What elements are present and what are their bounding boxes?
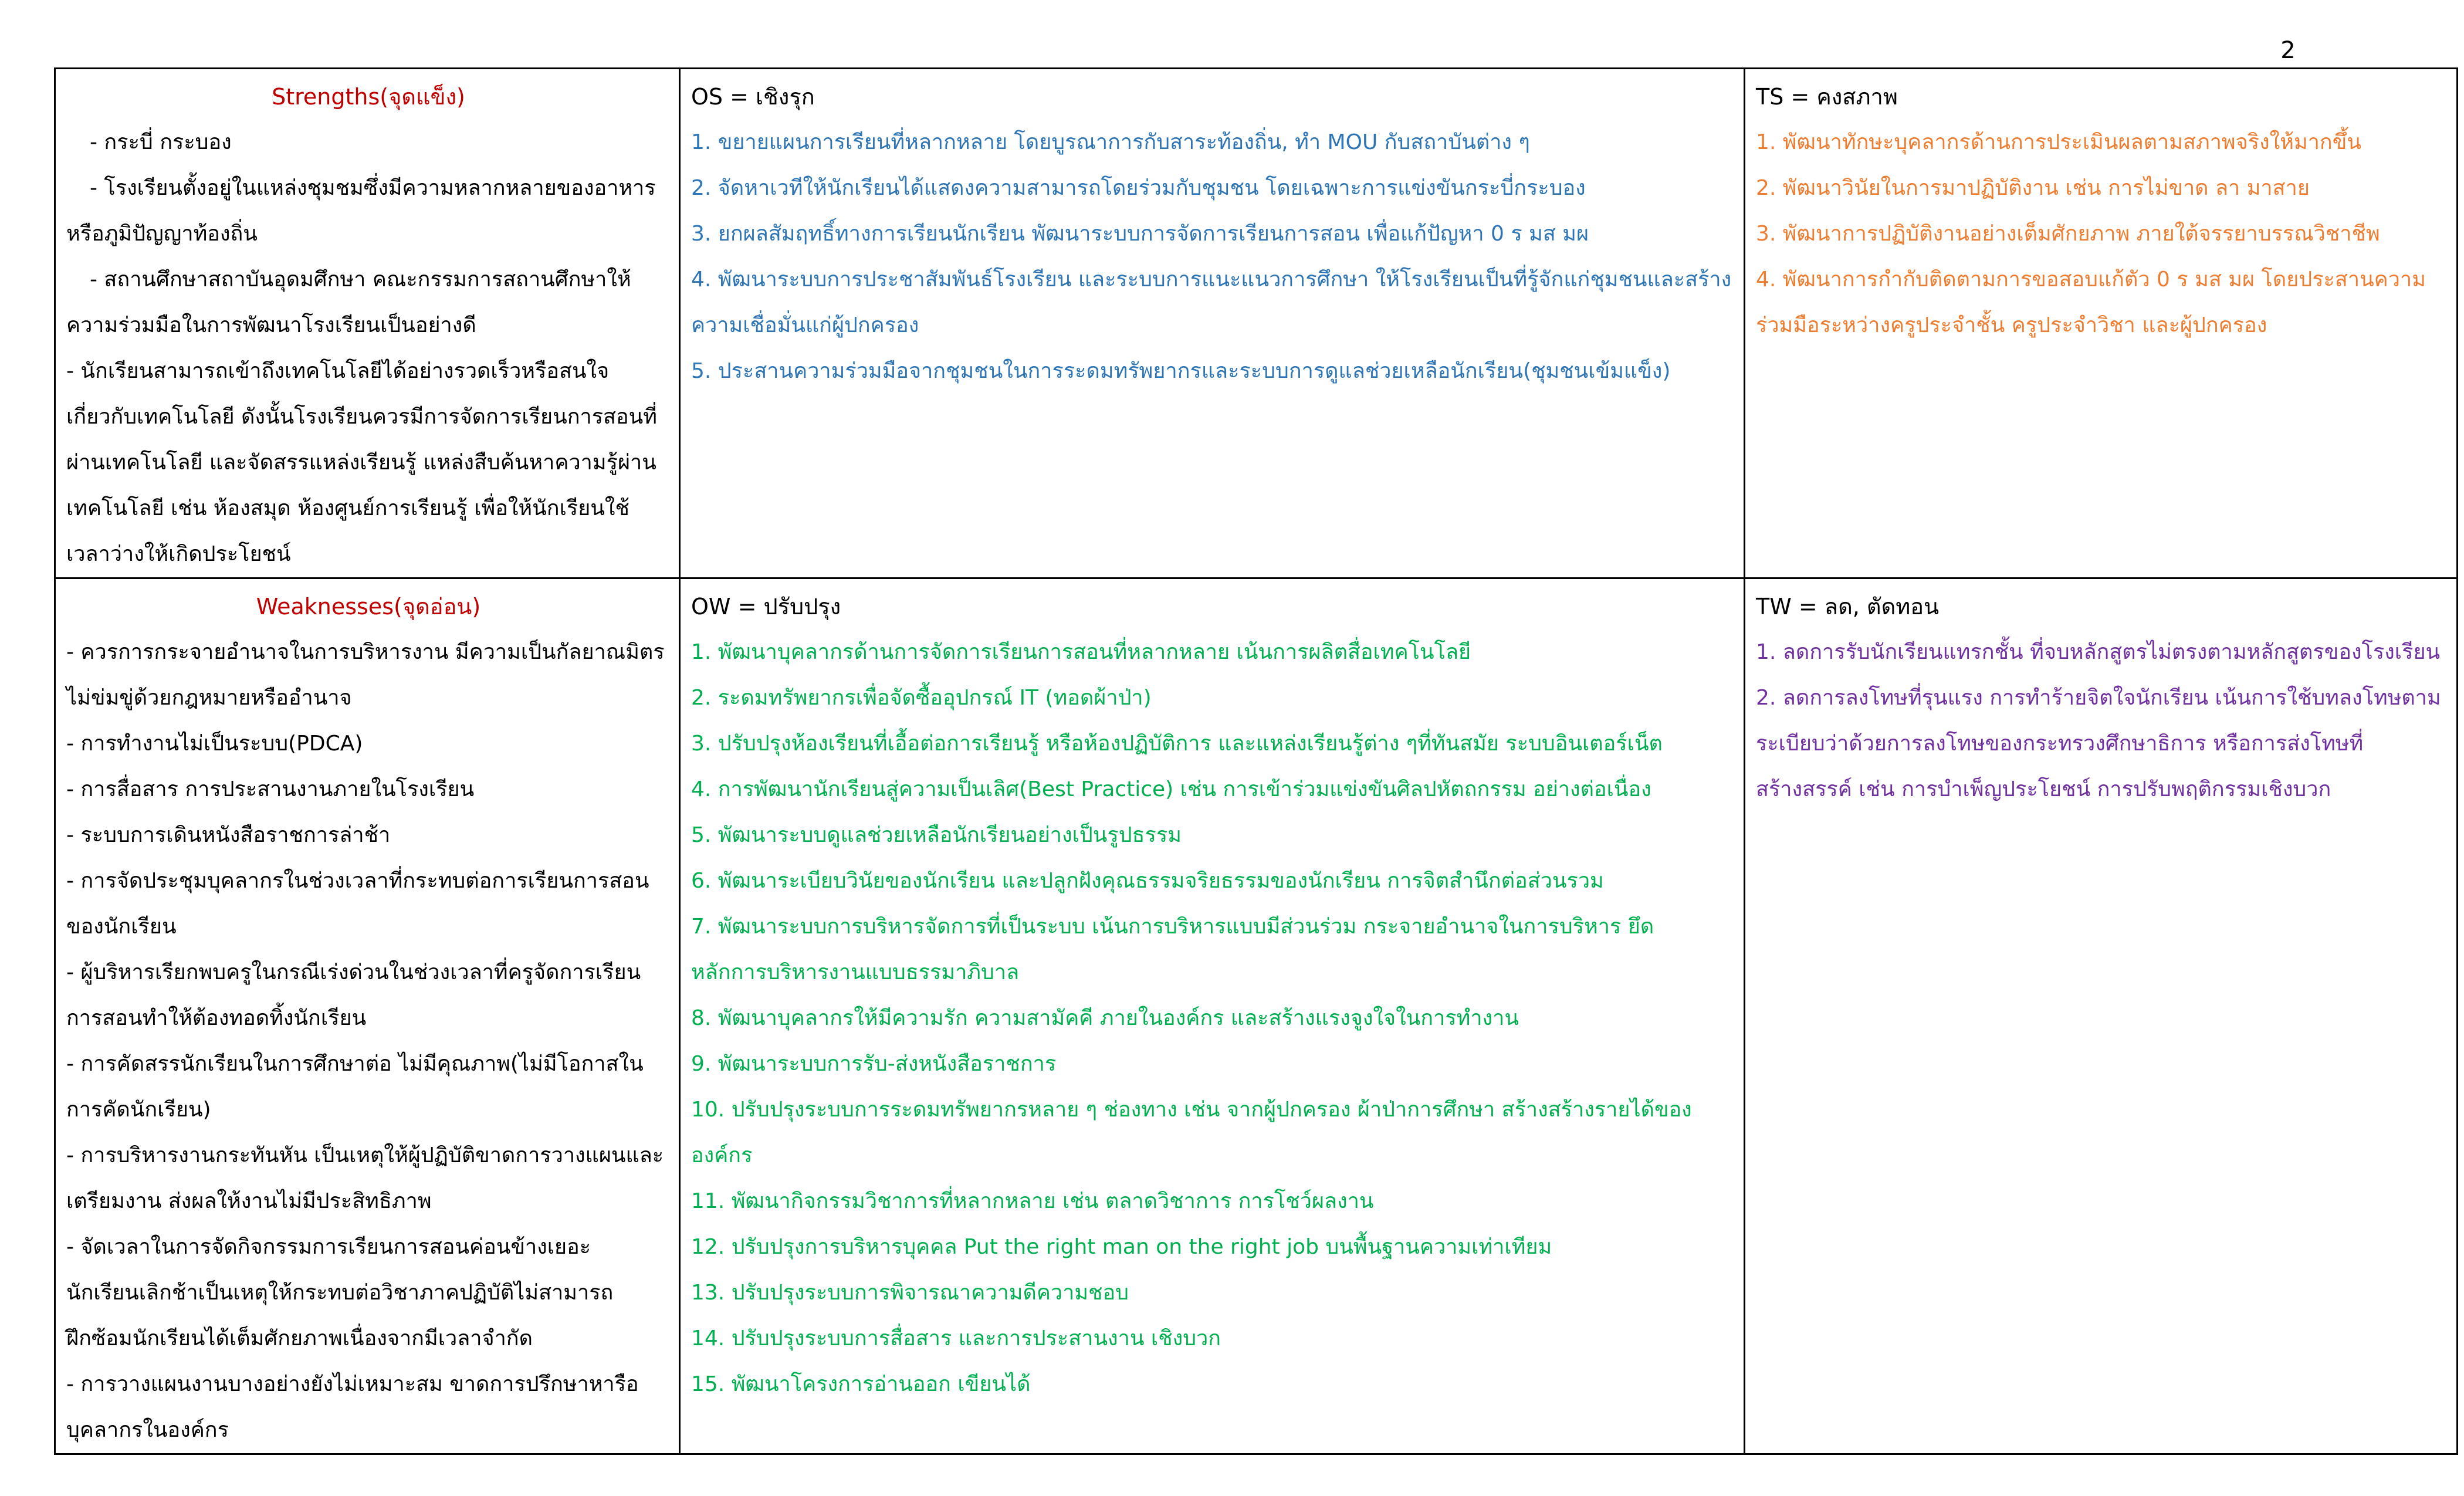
tw-item: 2. ลดการลงโทษที่รุนแรง การทำร้ายจิตใจนักเรียน เน้นการใช้บทลงโทษตาม — [1756, 686, 2441, 710]
weaknesses-line: - การทำงานไม่เป็นระบบ(PDCA) — [66, 732, 363, 756]
os-item: 5. ประสานความร่วมมือจากชุมชนในการระดมทรัพยากรและระบบการดูแลช่วยเหลือนักเรียน(ชุมชนเข้มแข็ง) — [691, 359, 1671, 383]
weaknesses-line: - การสื่อสาร การประสานงานภายในโรงเรียน — [66, 777, 475, 801]
tw-item: ระเบียบว่าด้วยการลงโทษของกระทรวงศึกษาธิการ หรือการส่งโทษที่ — [1756, 732, 2364, 756]
weaknesses-heading: Weaknesses(จุดอ่อน) — [256, 594, 481, 620]
ow-heading: OW = ปรับปรุง — [691, 594, 841, 620]
weaknesses-line: เตรียมงาน ส่งผลให้งานไม่มีประสิทธิภาพ — [66, 1189, 432, 1213]
ow-cell — [680, 578, 1745, 1454]
weaknesses-line: ไม่ข่มขู่ด้วยกฎหมายหรืออำนาจ — [66, 686, 352, 710]
ow-item: หลักการบริหารงานแบบธรรมาภิบาล — [691, 960, 1020, 984]
weaknesses-line: การคัดนักเรียน) — [66, 1098, 211, 1122]
ow-item: 10. ปรับปรุงระบบการระดมทรัพยากรหลาย ๆ ช่องทาง เช่น จากผู้ปกครอง ผ้าป่าการศึกษา สร้างสร้างรายได้ของ — [691, 1098, 1692, 1122]
ow-item: องค์กร — [691, 1143, 753, 1167]
table-row-weaknesses — [55, 578, 2458, 1454]
ts-heading: TS = คงสภาพ — [1756, 84, 1898, 110]
page-number: 2 — [2280, 37, 2296, 64]
strengths-line: เวลาว่างให้เกิดประโยชน์ — [66, 542, 291, 566]
tw-item: สร้างสรรค์ เช่น การบำเพ็ญประโยชน์ การปรับพฤติกรรมเชิงบวก — [1756, 777, 2331, 801]
ow-item: 1. พัฒนาบุคลากรด้านการจัดการเรียนการสอนที่หลากหลาย เน้นการผลิตสื่อเทคโนโลยี — [691, 640, 1471, 664]
ow-item: 3. ปรับปรุงห้องเรียนที่เอื้อต่อการเรียนรู้ หรือห้องปฏิบัติการ และแหล่งเรียนรู้ต่าง ๆที่ทันสมัย ระบบอินเตอร์เน็ต — [691, 732, 1663, 756]
weaknesses-line: - การบริหารงานกระทันหัน เป็นเหตุให้ผู้ปฏิบัติขาดการวางแผนและ — [66, 1143, 664, 1167]
os-heading: OS = เชิงรุก — [691, 84, 815, 110]
table-row-strengths — [55, 69, 2458, 578]
strengths-line: - โรงเรียนตั้งอยู่ในแหล่งชุมชมซึ่งมีความหลากหลายของอาหาร — [90, 176, 656, 200]
weaknesses-line: - การคัดสรรนักเรียนในการศึกษาต่อ ไม่มีคุณภาพ(ไม่มีโอกาสใน — [66, 1052, 644, 1076]
tw-heading: TW = ลด, ตัดทอน — [1756, 594, 1940, 620]
weaknesses-line: - การวางแผนงานบางอย่างยังไม่เหมาะสม ขาดการปรึกษาหารือ — [66, 1372, 639, 1396]
os-item: 2. จัดหาเวทีให้นักเรียนได้แสดงความสามารถโดยร่วมกับชุมชน โดยเฉพาะการแข่งขันกระบี่กระบอง — [691, 176, 1586, 200]
ow-item: 6. พัฒนาระเบียบวินัยของนักเรียน และปลูกฝังคุณธรรมจริยธรรมของนักเรียน การจิตสำนึกต่อส่วนรวม — [691, 869, 1604, 893]
ts-cell — [1745, 69, 2458, 578]
ow-item: 5. พัฒนาระบบดูแลช่วยเหลือนักเรียนอย่างเป็นรูปธรรม — [691, 823, 1182, 847]
swot-matrix-table — [54, 67, 2458, 1455]
strengths-cell — [55, 69, 680, 578]
os-item: 3. ยกผลสัมฤทธิ์ทางการเรียนนักเรียน พัฒนาระบบการจัดการเรียนการสอน เพื่อแก้ปัญหา 0 ร มส มผ — [691, 222, 1589, 246]
os-item: ความเชื่อมั่นแก่ผู้ปกครอง — [691, 313, 919, 337]
os-item: 1. ขยายแผนการเรียนที่หลากหลาย โดยบูรณาการกับสาระท้องถิ่น, ทำ MOU กับสถาบันต่าง ๆ — [691, 130, 1530, 154]
strengths-line: หรือภูมิปัญญาท้องถิ่น — [66, 222, 258, 246]
ts-item: 3. พัฒนาการปฏิบัติงานอย่างเต็มศักยภาพ ภายใต้จรรยาบรรณวิชาชีพ — [1756, 222, 2380, 246]
ow-item: 14. ปรับปรุงระบบการสื่อสาร และการประสานงาน เชิงบวก — [691, 1326, 1221, 1351]
ts-item: 4. พัฒนาการกำกับติดตามการขอสอบแก้ตัว 0 ร มส มผ โดยประสานความ — [1756, 268, 2426, 292]
strengths-line: ผ่านเทคโนโลยี และจัดสรรแหล่งเรียนรู้ แหล่งสืบค้นหาความรู้ผ่าน — [66, 451, 656, 475]
weaknesses-line: ฝึกซ้อมนักเรียนได้เต็มศักยภาพเนื่องจากมีเวลาจำกัด — [66, 1326, 533, 1351]
ow-item: 15. พัฒนาโครงการอ่านออก เขียนได้ — [691, 1372, 1031, 1396]
ts-item: 1. พัฒนาทักษะบุคลากรด้านการประเมินผลตามสภาพจริงให้มากขึ้น — [1756, 130, 2361, 154]
tw-cell — [1745, 578, 2458, 1454]
weaknesses-line: นักเรียนเลิกช้าเป็นเหตุให้กระทบต่อวิชาภาคปฏิบัติไม่สามารถ — [66, 1281, 614, 1305]
ts-item: 2. พัฒนาวินัยในการมาปฏิบัติงาน เช่น การไม่ขาด ลา มาสาย — [1756, 176, 2310, 200]
ow-item: 4. การพัฒนานักเรียนสู่ความเป็นเลิศ(Best Practice) เช่น การเข้าร่วมแข่งขันศิลปหัตถกรรม อย่างต่อเนื่อง — [691, 777, 1651, 801]
strengths-line: ความร่วมมือในการพัฒนาโรงเรียนเป็นอย่างดี — [66, 313, 476, 337]
ow-item: 2. ระดมทรัพยากรเพื่อจัดซื้ออุปกรณ์ IT (ทอดผ้าป่า) — [691, 686, 1152, 710]
ow-item: 8. พัฒนาบุคลากรให้มีความรัก ความสามัคคี ภายในองค์กร และสร้างแรงจูงใจในการทำงาน — [691, 1006, 1519, 1030]
ow-item: 7. พัฒนาระบบการบริหารจัดการที่เป็นระบบ เน้นการบริหารแบบมีส่วนร่วม กระจายอำนาจในการบริหาร ยึด — [691, 915, 1654, 939]
strengths-line: เทคโนโลยี เช่น ห้องสมุด ห้องศูนย์การเรียนรู้ เพื่อให้นักเรียนใช้ — [66, 496, 629, 520]
ow-item: 12. ปรับปรุงการบริหารบุคคล Put the right man on the right job บนพื้นฐานความเท่าเทียม — [691, 1235, 1552, 1259]
weaknesses-line: การสอนทำให้ต้องทอดทิ้งนักเรียน — [66, 1006, 367, 1030]
weaknesses-cell — [55, 578, 680, 1454]
strengths-heading: Strengths(จุดแข็ง) — [272, 84, 465, 110]
ts-item: ร่วมมือระหว่างครูประจำชั้น ครูประจำวิชา และผู้ปกครอง — [1756, 313, 2267, 337]
tw-item: 1. ลดการรับนักเรียนแทรกชั้น ที่จบหลักสูตรไม่ตรงตามหลักสูตรของโรงเรียน — [1756, 640, 2441, 664]
strengths-line: เกี่ยวกับเทคโนโลยี ดังนั้นโรงเรียนควรมีการจัดการเรียนการสอนที่ — [66, 405, 657, 429]
weaknesses-line: - ระบบการเดินหนังสือราชการล่าช้า — [66, 823, 391, 847]
ow-item: 9. พัฒนาระบบการรับ-ส่งหนังสือราชการ — [691, 1052, 1057, 1076]
weaknesses-line: - ผู้บริหารเรียกพบครูในกรณีเร่งด่วนในช่วงเวลาที่ครูจัดการเรียน — [66, 960, 641, 984]
weaknesses-line: ของนักเรียน — [66, 915, 177, 939]
strengths-line: - กระบี่ กระบอง — [90, 130, 232, 154]
ow-item: 11. พัฒนากิจกรรมวิชาการที่หลากหลาย เช่น ตลาดวิชาการ การโชว์ผลงาน — [691, 1189, 1374, 1213]
weaknesses-line: - จัดเวลาในการจัดกิจกรรมการเรียนการสอนค่อนข้างเยอะ — [66, 1235, 591, 1259]
weaknesses-line: - การจัดประชุมบุคลากรในช่วงเวลาที่กระทบต่อการเรียนการสอน — [66, 869, 649, 893]
strengths-line: - สถานศึกษาสถาบันอุดมศึกษา คณะกรรมการสถานศึกษาให้ — [90, 268, 631, 292]
os-item: 4. พัฒนาระบบการประชาสัมพันธ์โรงเรียน และระบบการแนะแนวการศึกษา ให้โรงเรียนเป็นที่รู้จักแก่ชุมชนและสร้าง — [691, 268, 1732, 292]
strengths-line: - นักเรียนสามารถเข้าถึงเทคโนโลยีได้อย่างรวดเร็วหรือสนใจ — [66, 359, 610, 383]
ow-item: 13. ปรับปรุงระบบการพิจารณาความดีความชอบ — [691, 1281, 1129, 1305]
weaknesses-line: - ควรการกระจายอำนาจในการบริหารงาน มีความเป็นกัลยาณมิตร — [66, 640, 665, 664]
weaknesses-line: บุคลากรในองค์กร — [66, 1418, 229, 1442]
os-cell — [680, 69, 1745, 578]
